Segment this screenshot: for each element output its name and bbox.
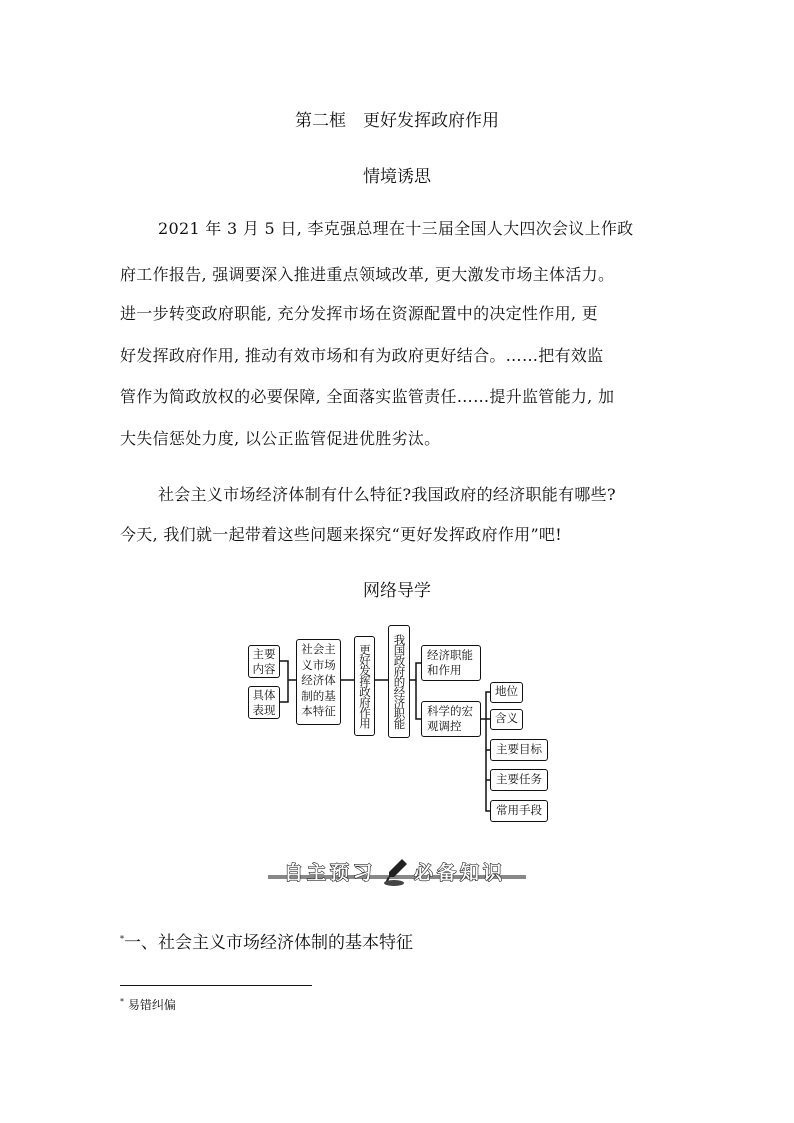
section-heading: [120, 928, 413, 953]
paragraph-line: 2021 年 3 月 5 日, 李克强总理在十三届全国人大四次会议上作政: [158, 219, 634, 238]
leaf-position-box: 地位: [490, 682, 523, 703]
paragraph-line: 大失信惩处力度, 以公正监管促进优胜劣汰。: [120, 429, 441, 448]
center-topic-box: 更好发挥政府作用: [354, 636, 375, 736]
macro-control-box: 科学的宏观调控: [421, 701, 481, 737]
banner-left-text: 自主预习: [284, 862, 377, 884]
footnote-rule: [120, 985, 312, 986]
section-banner: [268, 858, 526, 888]
paragraph-line: 社会主义市场经济体制有什么特征?我国政府的经济职能有哪些?: [158, 485, 616, 504]
basic-features-box: 社会主义市场经济体制的基本特征: [296, 639, 341, 725]
leaf-meaning-box: 含义: [490, 709, 523, 730]
paragraph-line: 府工作报告, 强调要深入推进重点领域改革, 更大激发市场主体活力。: [120, 265, 615, 284]
paragraph-line: 今天, 我们就一起带着这些问题来探究“更好发挥政府作用”吧!: [120, 525, 562, 544]
paragraph-line: 管作为简政放权的必要保障, 全面落实监管责任……提升监管能力, 加: [120, 387, 615, 406]
section-marker: *: [120, 934, 124, 944]
economic-functions-box: 我国政府的经济职能: [388, 625, 410, 738]
page-title: 第二框 更好发挥政府作用: [295, 111, 499, 131]
network-heading: 网络导学: [363, 581, 431, 601]
concrete-performance-box: 具体表现: [248, 686, 280, 719]
main-content-box: 主要内容: [248, 645, 280, 678]
pen-nib-icon: [382, 858, 408, 890]
section-heading-text: 一、社会主义市场经济体制的基本特征: [124, 933, 413, 953]
leaf-main-goal-box: 主要目标: [490, 739, 548, 761]
footnote-marker: *: [120, 997, 124, 1006]
footnote: [120, 996, 176, 1013]
leaf-main-task-box: 主要任务: [490, 769, 548, 791]
leaf-common-means-box: 常用手段: [490, 800, 548, 822]
econ-function-box: 经济职能和作用: [421, 645, 481, 681]
intro-heading: 情境诱思: [363, 167, 431, 187]
paragraph-line: 进一步转变政府职能, 充分发挥市场在资源配置中的决定性作用, 更: [120, 304, 598, 323]
banner-right-text: 必备知识: [414, 862, 507, 884]
footnote-text: 易错纠偏: [127, 998, 176, 1012]
paragraph-line: 好发挥政府作用, 推动有效市场和有为政府更好结合。……把有效监: [120, 346, 604, 365]
